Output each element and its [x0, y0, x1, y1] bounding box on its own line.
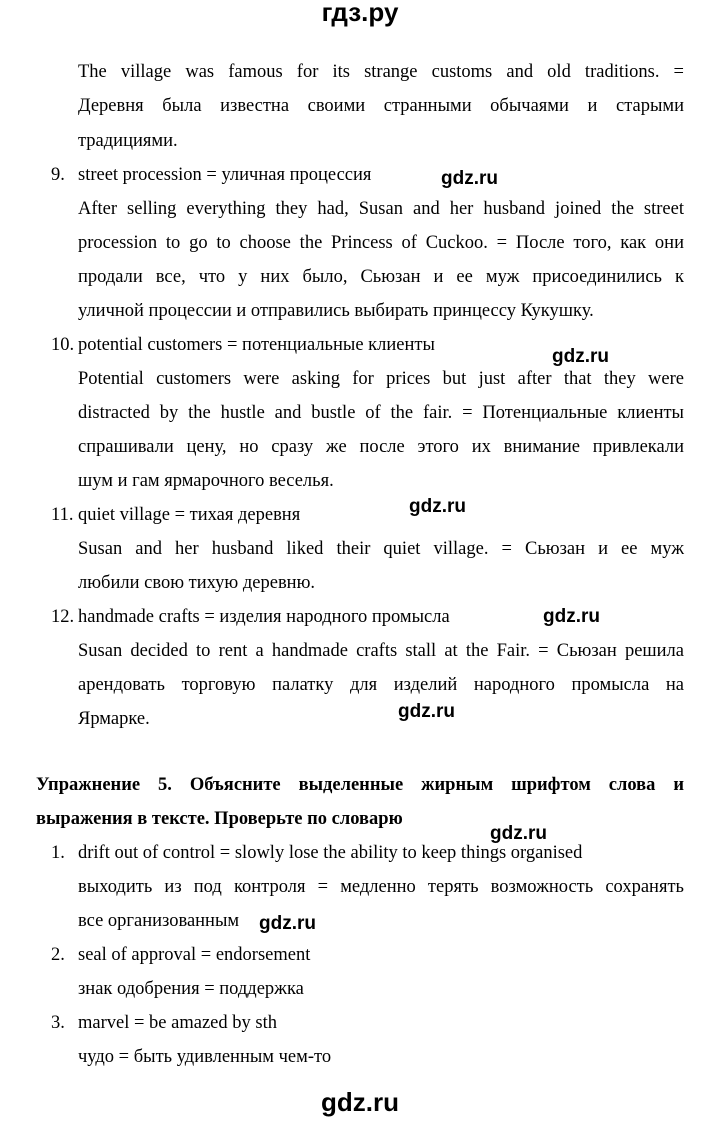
item-term: potential customers = потенциальные клиенты: [78, 335, 435, 355]
item-line: продали все, что у них было, Сьюзан и ее муж присоединились к: [78, 267, 684, 287]
exercise-item-number: 2.: [51, 945, 65, 965]
exercise-item-ru: все организованным: [78, 911, 240, 931]
intro-line-3: традициями.: [78, 131, 178, 151]
item-line: любили свою тихую деревню.: [78, 573, 316, 593]
watermark: gdz.ru: [259, 913, 316, 934]
intro-line-1: The village was famous for its strange customs and old traditions. =: [78, 62, 684, 82]
exercise-title-line-1: Упражнение 5. Объясните выделенные жирным шрифтом слова и: [36, 775, 684, 795]
item-line: шум и гам ярмарочного веселья.: [78, 471, 334, 491]
item-line: Ярмарке.: [78, 709, 150, 729]
exercise-item-ru: чудо = быть удивленным чем-то: [78, 1047, 332, 1067]
watermark: gdz.ru: [490, 823, 547, 844]
exercise-item-en: seal of approval = endorsement: [78, 945, 311, 965]
watermark: gdz.ru: [409, 496, 466, 517]
item-number: 9.: [51, 165, 65, 185]
exercise-item-en: marvel = be amazed by sth: [78, 1013, 277, 1033]
watermark: gdz.ru: [398, 701, 455, 722]
item-number: 11.: [51, 505, 74, 525]
item-line: Susan decided to rent a handmade crafts stall at the Fair. = Сьюзан решила: [78, 641, 684, 661]
item-number: 12.: [51, 607, 75, 627]
item-line: procession to go to choose the Princess of Cuckoo. = После того, как они: [78, 233, 684, 253]
item-line: After selling everything they had, Susan and her husband joined the street: [78, 199, 684, 219]
item-line: спрашивали цену, но сразу же после этого их внимание привлекали: [78, 437, 684, 457]
item-term: quiet village = тихая деревня: [78, 505, 301, 525]
item-number: 10.: [51, 335, 75, 355]
exercise-title-line-2: выражения в тексте. Проверьте по словарю: [36, 809, 403, 829]
exercise-item-ru: знак одобрения = поддержка: [78, 979, 304, 999]
watermark: gdz.ru: [552, 346, 609, 367]
item-line: Susan and her husband liked their quiet village. = Сьюзан и ее муж: [78, 539, 684, 559]
site-header: гдз.ру: [321, 0, 399, 27]
exercise-item-number: 3.: [51, 1013, 65, 1033]
item-line: уличной процессии и отправились выбирать принцессу Кукушку.: [78, 301, 594, 321]
exercise-item-number: 1.: [51, 843, 65, 863]
item-term: handmade crafts = изделия народного промысла: [78, 607, 450, 627]
exercise-item-ru: выходить из под контроля = медленно терять возможность сохранять: [78, 877, 684, 897]
watermark: gdz.ru: [441, 168, 498, 189]
intro-line-2: Деревня была известна своими странными обычаями и старыми: [78, 96, 684, 116]
exercise-item-en: drift out of control = slowly lose the ability to keep things organised: [78, 843, 583, 863]
item-line: distracted by the hustle and bustle of the fair. = Потенциальные клиенты: [78, 403, 684, 423]
site-footer: gdz.ru: [321, 1087, 399, 1117]
item-line: Potential customers were asking for prices but just after that they were: [78, 369, 684, 389]
item-term: street procession = уличная процессия: [78, 165, 372, 185]
item-line: арендовать торговую палатку для изделий народного промысла на: [78, 675, 684, 695]
watermark: gdz.ru: [543, 606, 600, 627]
